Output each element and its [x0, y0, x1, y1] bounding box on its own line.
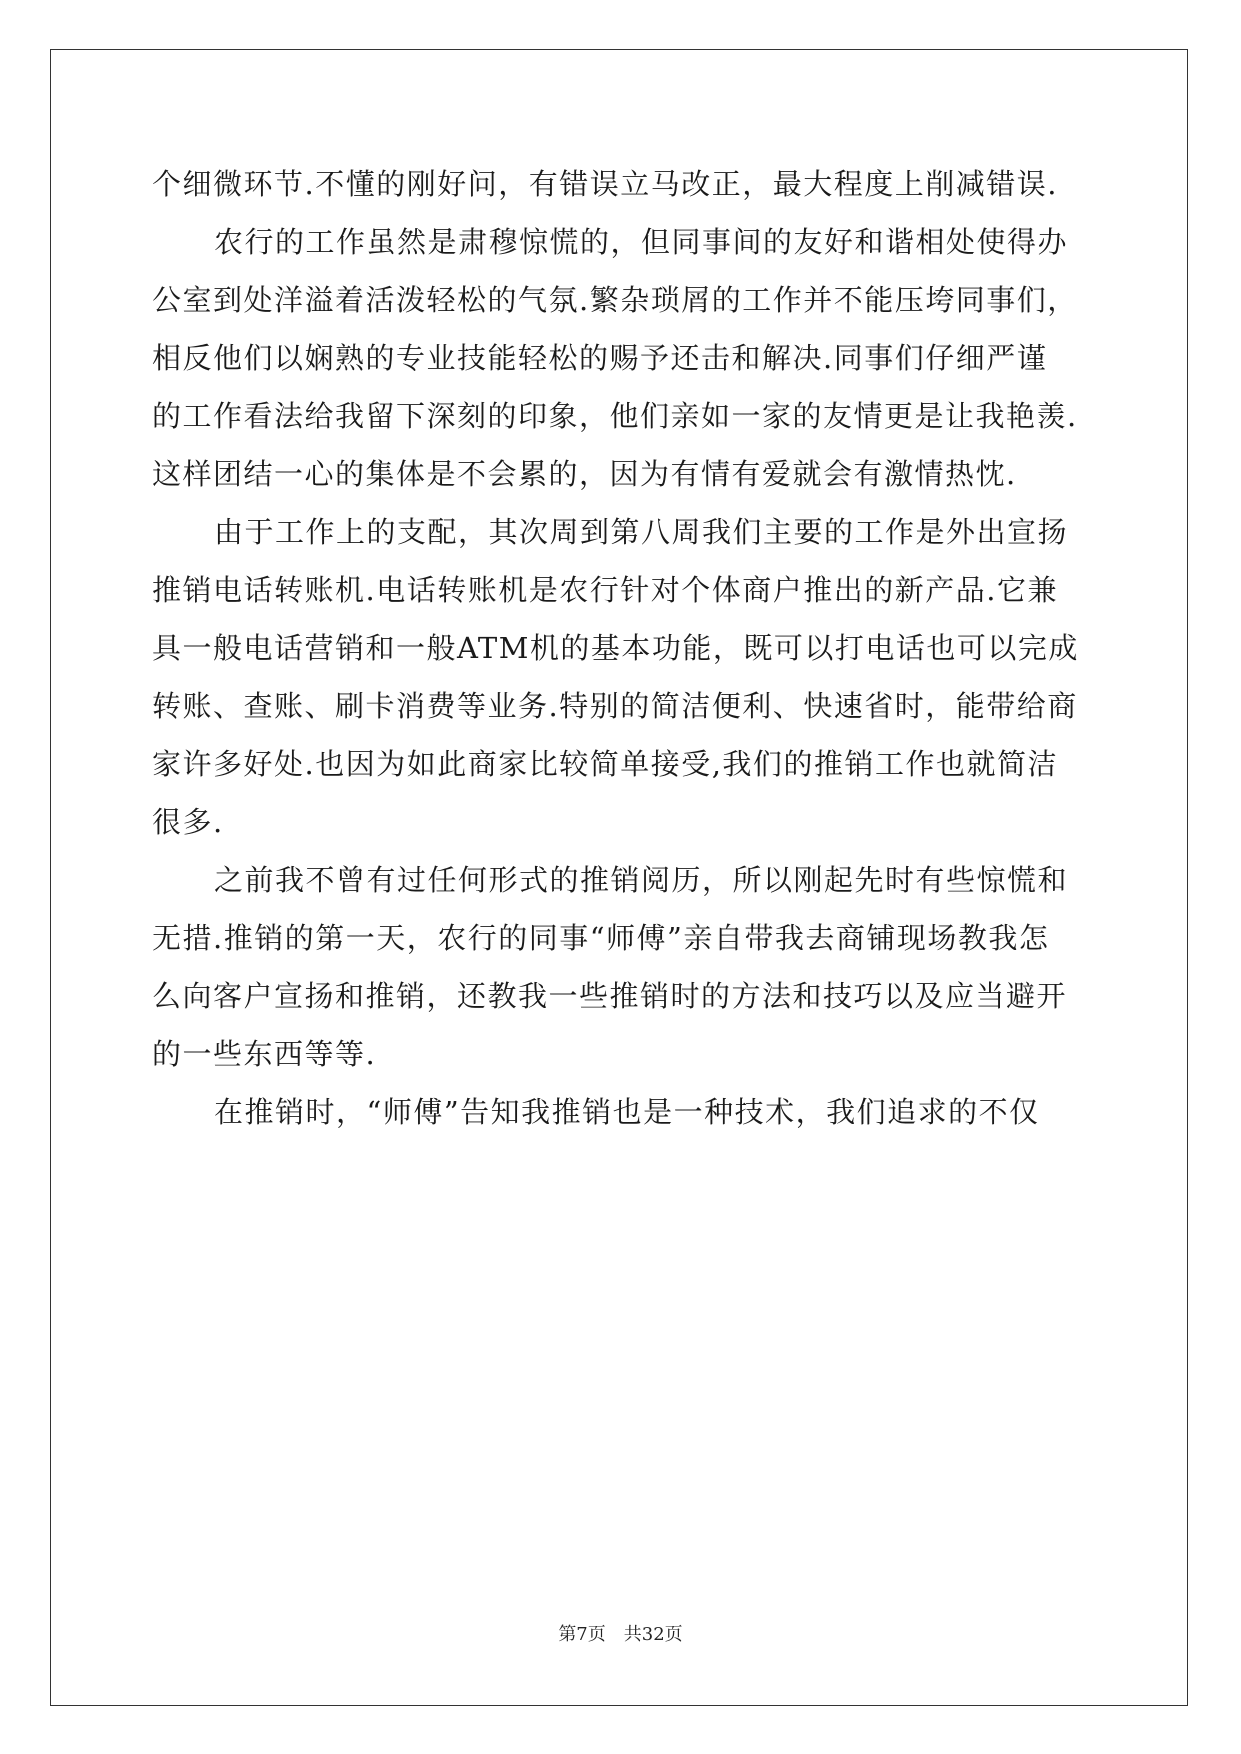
- text-line: 很多.: [152, 805, 224, 839]
- document-body: [152, 155, 1092, 1141]
- text-line: 个细微环节.不懂的刚好问，有错误立马改正，最大程度上削减错误.: [152, 167, 1058, 201]
- text-line: 家许多好处.也因为如此商家比较简单接受,我们的推销工作也就简洁: [152, 747, 1058, 781]
- text-line: 在推销时，“师傅”告知我推销也是一种技术，我们追求的不仅: [214, 1095, 1040, 1129]
- text-line: 公室到处洋溢着活泼轻松的气氛.繁杂琐屑的工作并不能压垮同事们，: [152, 283, 1078, 317]
- text-line: 无措.推销的第一天，农行的同事“师傅”亲自带我去商铺现场教我怎: [152, 921, 1050, 955]
- text-line: 转账、查账、刷卡消费等业务.特别的简洁便利、快速省时，能带给商: [152, 689, 1078, 723]
- text-line: 这样团结一心的集体是不会累的，因为有情有爱就会有激情热忱.: [152, 457, 1017, 491]
- text-line: 农行的工作虽然是肃穆惊慌的，但同事间的友好和谐相处使得办: [214, 225, 1069, 259]
- text-line: 由于工作上的支配，其次周到第八周我们主要的工作是外出宣扬: [214, 515, 1069, 549]
- text-line: 推销电话转账机.电话转账机是农行针对个体商户推出的新产品.它兼: [152, 573, 1058, 607]
- text-line: 相反他们以娴熟的专业技能轻松的赐予还击和解决.同事们仔细严谨: [152, 341, 1048, 375]
- text-line: 之前我不曾有过任何形式的推销阅历，所以刚起先时有些惊慌和: [214, 863, 1069, 897]
- text-line: 么向客户宣扬和推销，还教我一些推销时的方法和技巧以及应当避开: [152, 979, 1068, 1013]
- text-line: 具一般电话营销和一般ATM机的基本功能，既可以打电话也可以完成: [152, 631, 1079, 665]
- text-line: 的工作看法给我留下深刻的印象，他们亲如一家的友情更是让我艳羡.: [152, 399, 1078, 433]
- text-line: 的一些东西等等.: [152, 1037, 377, 1071]
- page-footer: 第7页 共32页: [558, 1624, 683, 1645]
